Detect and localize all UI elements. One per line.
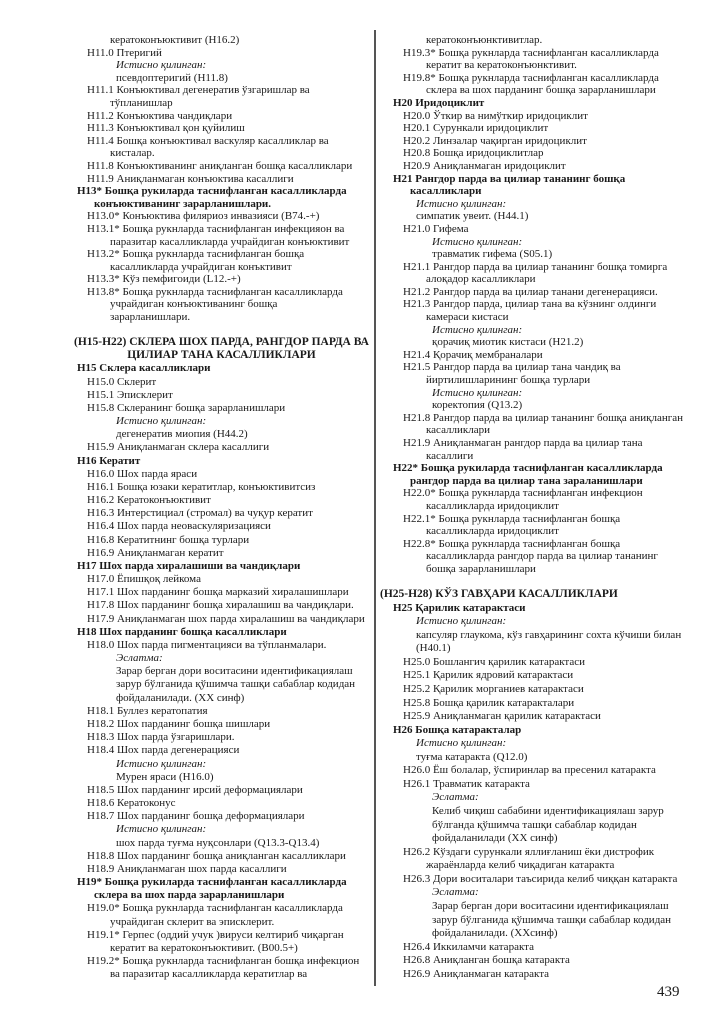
code-entry: H15.1 Эписклерит: [87, 388, 173, 401]
category-heading-continuation: склера ва шох парда зарарланишлари: [94, 889, 285, 902]
code-entry: H22.1* Бошқа рукнларда таснифланган бошқа: [403, 512, 621, 525]
entry-continuation: касаллиги: [426, 449, 474, 462]
note-text: Зарар берган дори воситасини идентификациялаш: [432, 899, 669, 912]
code-entry: H11.8 Конъюктиванинг аниқланган бошқа касалликлари: [87, 159, 353, 172]
category-heading-continuation: конъюктиванинг зарарланишлари.: [94, 197, 272, 210]
entry-continuation: кисталар.: [110, 147, 155, 160]
note-text: фойдаланилади. (XX синф): [116, 691, 245, 704]
code-entry: H18.2 Шох парданинг бошқа шишлари: [87, 717, 271, 730]
note-text: қорачиқ миотик кистаси (H21.2): [432, 336, 584, 349]
code-entry: H20.8 Бошқа иридоциклитлар: [403, 147, 544, 160]
note-text: травматик гифема (S05.1): [432, 248, 553, 261]
note-label: Истисно қилинган:: [416, 197, 507, 210]
note-text: шох парда туғма нуқсонлари (Q13.3-Q13.4): [116, 836, 320, 849]
note-text: бўлганда қўшимча ташқи сабаблар кодидан: [432, 818, 637, 831]
note-text: псевдоптеригий (H11.8): [116, 71, 228, 84]
code-entry: H18.9 Аниқланмаган шох парда касаллиги: [87, 862, 287, 875]
note-text: коректопия (Q13.2): [432, 399, 523, 412]
code-entry: H26.3 Дори воситалари таъсирида келиб чиққан катаракта: [403, 872, 678, 885]
code-entry: H18.6 Кератоконус: [87, 797, 176, 810]
entry-continuation: склера ва шох парданинг бошқа зарарланишлари: [426, 84, 656, 97]
code-entry: H19.1* Герпес (оддий учук )вируси келтириб чиқарган: [87, 928, 344, 941]
code-entry: H17.0 Ёпишқоқ лейкома: [87, 573, 201, 586]
entry-continuation: тўпланишлар: [110, 96, 173, 109]
code-entry: H17.8 Шох парданинг бошқа хиралашиш ва чандиқлари.: [87, 599, 354, 612]
code-entry: H20.1 Сурункали иридоциклит: [403, 122, 549, 135]
code-entry: H16.9 Аниқланмаган кератит: [87, 546, 224, 559]
right-section-top: [376, 34, 691, 576]
note-text: зарур бўлганида қўшимча ташқи сабаблар кодидан: [432, 913, 672, 926]
category-heading: H15 Склера касалликлари: [77, 362, 211, 375]
category-heading-continuation: рангдор парда ва цилиар тана зараланишлари: [410, 474, 643, 487]
category-heading: H16 Кератит: [77, 454, 141, 467]
code-entry: H25.8 Бошқа қарилик катаракталари: [403, 696, 575, 709]
code-entry: H15.0 Склерит: [87, 375, 157, 388]
entry-continuation: камераси кистаси: [426, 311, 509, 324]
code-entry: H22.0* Бошқа рукнларда таснифланган инфекцион: [403, 487, 643, 500]
code-entry: H17.9 Аниқланмаган шох парда хиралашиш ва чандиқлари: [87, 612, 365, 625]
code-entry: H26.4 Иккиламчи катаракта: [403, 940, 534, 953]
code-entry: H19.2* Бошқа рукнларда таснифланган бошқа инфекцион: [87, 955, 360, 968]
entry-continuation: касалликларда иридоциклит: [426, 499, 559, 512]
code-entry: H21.9 Аниқланмаган рангдор парда ва цилиар тана: [403, 437, 643, 449]
code-entry: H26.2 Кўздаги сурункали яллиғланиш ёки дистрофик: [403, 845, 655, 858]
note-text: симпатик увеит. (H44.1): [416, 210, 529, 223]
note-text: (H40.1): [416, 642, 451, 655]
note-label: Истисно қилинган:: [432, 386, 523, 399]
note-text: дегенератив миопия (H44.2): [116, 428, 248, 441]
entry-continuation: касалликларда иридоциклит: [426, 525, 559, 538]
code-entry: H13.0* Конъюктива филяриоз инвазияси (B74.-+): [87, 210, 320, 223]
entry-continuation: касалликларда рангдор парда ва цилиар тананинг: [426, 550, 658, 563]
code-entry: H11.3 Конъюктивал қон қуйилиш: [87, 122, 245, 135]
category-heading: H17 Шох парда хиралашиши ва чандиқлари: [77, 559, 301, 572]
note-label: Истисно қилинган:: [116, 59, 207, 72]
note-label: Истисно қилинган:: [116, 415, 207, 428]
code-entry: H18.3 Шох парда ўзгаришлари.: [87, 731, 235, 744]
code-entry: H26.0 Ёш болалар, ўспиринлар ва пресенил катаракта: [403, 764, 656, 777]
note-text: Келиб чиқиш сабабини идентификациялаш зарур: [432, 805, 664, 817]
code-entry: H26.9 Аниқланмаган катаракта: [403, 967, 550, 980]
code-entry: H15.8 Склеранинг бошқа зарарланишлари: [87, 401, 286, 414]
code-entry: H16.0 Шох парда яраси: [87, 467, 198, 480]
entry-continuation: кератит ва кератоконъюнктивит.: [426, 59, 577, 72]
code-entry: H19.3* Бошқа рукнларда таснифланган касалликларда: [403, 46, 659, 59]
code-entry: H21.3 Рангдор парда, цилиар тана ва кўзнинг олдинги: [403, 298, 657, 311]
code-entry: H13.2* Бошқа рукнларда таснифланган бошқа: [87, 248, 305, 261]
note-text: Мурен яраси (H16.0): [116, 770, 214, 783]
code-entry: H21.5 Рангдор парда ва цилиар тана чандиқ ва: [403, 361, 621, 374]
left-section-top: [60, 34, 375, 324]
entry-continuation: ва паразитар касалликларда кератитлар ва: [110, 968, 308, 981]
entry-continuation: жараёнларда келиб чиқадиган катаракта: [426, 859, 615, 872]
code-entry: H18.8 Шох парданинг бошқа аниқланган касалликлари: [87, 849, 346, 862]
code-entry: H19.8* Бошқа рукнларда таснифланган касалликларда: [403, 71, 659, 84]
code-entry: H18.1 Буллез кератопатия: [87, 704, 208, 717]
note-label: Истисно қилинган:: [116, 757, 207, 770]
code-entry: H21.0 Гифема: [403, 222, 469, 235]
entry-continuation: учрайдиган конъюктиванинг бошқа: [110, 298, 278, 311]
code-entry: H22.8* Бошқа рукнларда таснифланган бошқа: [403, 537, 621, 550]
code-entry: H25.0 Бошлангич қарилик катарактаси: [403, 655, 586, 668]
entry-continuation: йиртилишларининг бошқа турлари: [426, 374, 591, 387]
entry-continuation: кератит ва кератоконъюктивит. (B00.5+): [110, 941, 298, 954]
entry-continuation: бошқа зарарланишлари: [426, 562, 536, 575]
code-entry: H21.2 Рангдор парда ва цилиар танани дегенерацияси.: [403, 285, 658, 298]
code-entry: H16.8 Кератитнинг бошқа турлари: [87, 533, 250, 546]
category-heading: H26 Бошқа катаракталар: [393, 723, 522, 736]
left-section-sclera-cornea: [60, 336, 375, 981]
code-entry: H11.9 Аниқланмаган конъюктива касаллиги: [87, 172, 294, 185]
category-heading: H21 Рангдор парда ва цилиар тананинг бошқа: [393, 172, 626, 185]
code-entry: H13.8* Бошқа рукнларда таснифланган касалликларда: [87, 285, 343, 298]
note-text: капсуляр глаукома, кўз гавҳарининг сохта кўчиши билан: [416, 628, 682, 641]
category-heading: H19* Бошқа рукиларда таснифланган касалликларда: [77, 876, 347, 889]
code-entry: H21.1 Рангдор парда ва цилиар тананинг бошқа томирга: [403, 260, 668, 273]
code-entry: H11.2 Конъюктива чандиқлари: [87, 109, 233, 122]
category-heading: H13* Бошқа рукиларда таснифланган касалликларда: [77, 185, 347, 198]
code-entry: H11.1 Конъюктивал дегенератив ўзгаришлар ва: [87, 84, 310, 97]
code-entry: H16.1 Бошқа юзаки кератитлар, конъюктивитсиз: [87, 480, 316, 493]
code-entry: H18.4 Шох парда дегенерацияси: [87, 744, 240, 757]
entry-continuation: кератоконъюнктивитлар.: [426, 34, 543, 46]
code-entry: H21.8 Рангдор парда ва цилиар тананинг бошқа аниқланган: [403, 411, 684, 424]
code-entry: H26.1 Травматик катаракта: [403, 777, 530, 790]
note-label: Истисно қилинган:: [416, 615, 507, 628]
code-entry: H19.0* Бошқа рукнларда таснифланган касалликларда: [87, 902, 343, 915]
note-label: Истисно қилинган:: [116, 823, 207, 836]
code-entry: H11.0 Птеригий: [87, 46, 162, 59]
code-entry: H11.4 Бошқа конъюктивал васкуляр касалликлар ва: [87, 134, 329, 147]
code-entry: H18.7 Шох парданинг бошқа деформациялари: [87, 810, 305, 823]
note-label: Эслатма:: [432, 886, 479, 899]
note-text: туғма катаракта (Q12.0): [416, 750, 528, 763]
code-entry: H25.9 Аниқланмаган қарилик катарактаси: [403, 710, 601, 723]
code-entry: H26.8 Аниқланган бошқа катаракта: [403, 954, 570, 967]
code-entry: H20.2 Линзалар чақирган иридоциклит: [403, 134, 587, 147]
code-entry: H13.3* Кўз пемфигоиди (L12.-+): [87, 273, 241, 286]
code-entry: H16.3 Интерстициал (стромал) ва чуқур кератит: [87, 507, 313, 520]
code-entry: H18.0 Шох парда пигментацияси ва тўпланмалари.: [87, 638, 327, 651]
note-label: Истисно қилинган:: [432, 323, 523, 336]
code-entry: H20.0 Ўткир ва нимўткир иридоциклит: [403, 109, 588, 122]
category-heading: H18 Шох парданинг бошқа касалликлари: [77, 625, 287, 638]
note-label: Истисно қилинган:: [416, 737, 507, 750]
entry-continuation: паразитар касалликларда учрайдиган конъюктивит: [110, 235, 350, 248]
category-heading: H20 Иридоциклит: [393, 96, 485, 109]
code-entry: H25.1 Қарилик ядровий катарактаси: [403, 669, 574, 682]
category-heading: H22* Бошқа рукиларда таснифланган касалликларда: [393, 462, 663, 475]
page-number: 439: [657, 984, 680, 1000]
note-label: Истисно қилинган:: [432, 235, 523, 248]
right-section-lens: [376, 588, 691, 981]
block-heading: (H15-H22) СКЛЕРА ШОХ ПАРДА, РАНГДОР ПАРДА ВА: [74, 336, 369, 348]
block-heading: ЦИЛИАР ТАНА КАСАЛЛИКЛАРИ: [127, 349, 316, 362]
note-text: Зарар берган дори воситасини идентификациялаш: [116, 665, 353, 678]
code-entry: H13.1* Бошқа рукнларда таснифланган инфекцияон ва: [87, 222, 345, 235]
code-entry: H16.2 Кератоконъюктивит: [87, 494, 211, 507]
code-entry: H21.4 Қорачиқ мембраналари: [403, 348, 543, 361]
category-heading: H25 Қарилик катарактаси: [393, 601, 526, 614]
code-entry: H15.9 Аниқланмаган склера касаллиги: [87, 441, 270, 454]
entry-continuation: кератоконъюктивит (H16.2): [110, 34, 240, 46]
note-text: зарур бўлганида қўшимча ташқи сабаблар кодидан: [116, 678, 356, 691]
category-heading-continuation: касалликлари: [410, 185, 482, 198]
code-entry: H20.9 Аниқланмаган иридоциклит: [403, 159, 566, 172]
note-label: Эслатма:: [432, 791, 479, 804]
entry-continuation: касалликлари: [426, 424, 491, 437]
note-text: фойдаланилади. (XXсинф): [432, 927, 558, 940]
code-entry: H18.5 Шох парданинг ирсий деформациялари: [87, 783, 303, 796]
note-text: фойдаланилади (XX синф): [432, 832, 558, 845]
note-label: Эслатма:: [116, 652, 163, 665]
code-entry: H25.2 Қарилик морганиев катарактаси: [403, 682, 584, 695]
code-entry: H17.1 Шох парданинг бошқа марказий хиралашишлари: [87, 586, 349, 599]
block-heading: (H25-H28) КЎЗ ГАВҲАРИ КАСАЛЛИКЛАРИ: [380, 588, 618, 600]
entry-continuation: учрайдиган склерит ва эписклерит.: [110, 915, 275, 928]
entry-continuation: касалликларда учрайдиган конъктивит: [110, 260, 292, 273]
code-entry: H16.4 Шох парда неоваскуляризацияси: [87, 520, 271, 533]
entry-continuation: алоқадор касалликлари: [426, 273, 536, 286]
entry-continuation: зарарланишлари.: [110, 311, 191, 324]
